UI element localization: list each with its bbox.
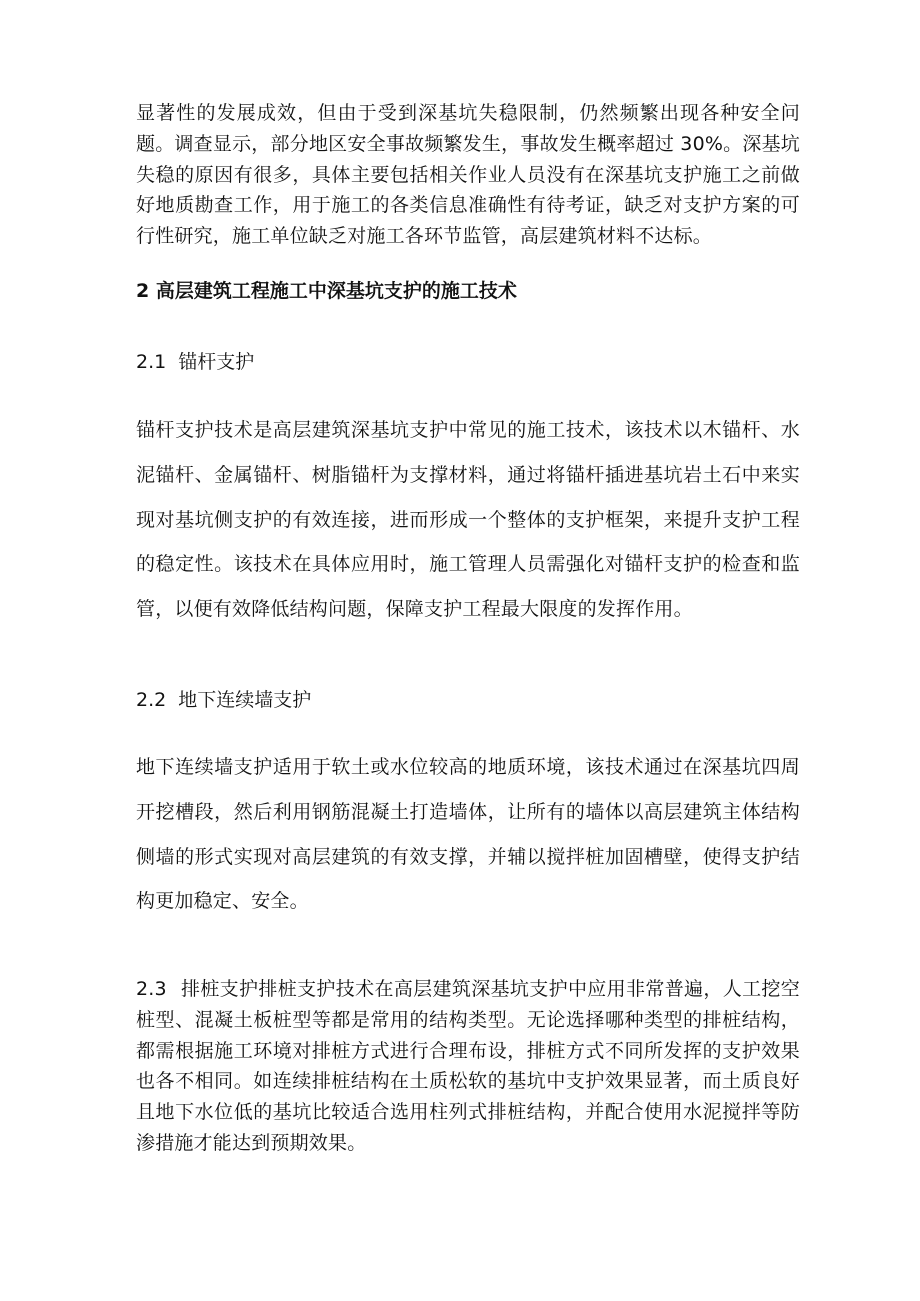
subsection-2-3-body: 排桩支护技术在高层建筑深基坑支护中应用非常普遍，人工挖空桩型、混凝土板桩型等都是常用的结构类型。无论选择哪种类型的排桩结构，都需根据施工环境对排桩方式进行合理布设，排桩方式不同所发挥的支护效果也各不相同。如连续排桩结构在土质松软的基坑中支护效果显著，而土质良好且地下水位低的基坑比较适合选用柱列式排桩结构，并配合使用水泥搅拌等防渗措施才能达到预期效果。 <box>136 978 800 1154</box>
subsection-title: 地下连续墙支护 <box>178 689 312 711</box>
subsection-2-3-paragraph <box>136 974 800 1159</box>
subsection-2-2-body: 地下连续墙支护适用于软土或水位较高的地质环境，该技术通过在深基坑四周开挖槽段，然后利用钢筋混凝土打造墙体，让所有的墙体以高层建筑主体结构侧墙的形式实现对高层建筑的有效支撑，并辅以搅拌桩加固槽壁，使得支护结构更加稳定、安全。 <box>136 756 800 913</box>
subsection-number: 2.3 <box>136 978 167 1000</box>
subsection-title: 锚杆支护 <box>178 351 255 373</box>
subsection-2-1-heading <box>136 348 254 376</box>
subsection-title: 排桩支护 <box>180 978 259 1000</box>
subsection-number: 2.1 <box>136 351 167 373</box>
subsection-2-2-heading <box>136 686 311 714</box>
intro-paragraph: 显著性的发展成效，但由于受到深基坑失稳限制，仍然频繁出现各种安全问题。调查显示，部分地区安全事故频繁发生，事故发生概率超过 30%。深基坑失稳的原因有很多，具体主要包括相关作业人员没有在深基坑支护施工之前做好地质勘查工作，用于施工的各类信息准确性有待考证，缺乏对支护方案的可行性研究，施工单位缺乏对施工各环节监管，高层建筑材料不达标。 <box>136 102 800 248</box>
subsection-2-1-body: 锚杆支护技术是高层建筑深基坑支护中常见的施工技术，该技术以木锚杆、水泥锚杆、金属锚杆、树脂锚杆为支撑材料，通过将锚杆插进基坑岩土石中来实现对基坑侧支护的有效连接，进而形成一个整体的支护框架，来提升支护工程的稳定性。该技术在具体应用时，施工管理人员需强化对锚杆支护的检查和监管，以便有效降低结构问题，保障支护工程最大限度的发挥作用。 <box>136 419 800 621</box>
subsection-number: 2.2 <box>136 689 167 711</box>
section-heading: 2 高层建筑工程施工中深基坑支护的施工技术 <box>136 280 517 302</box>
